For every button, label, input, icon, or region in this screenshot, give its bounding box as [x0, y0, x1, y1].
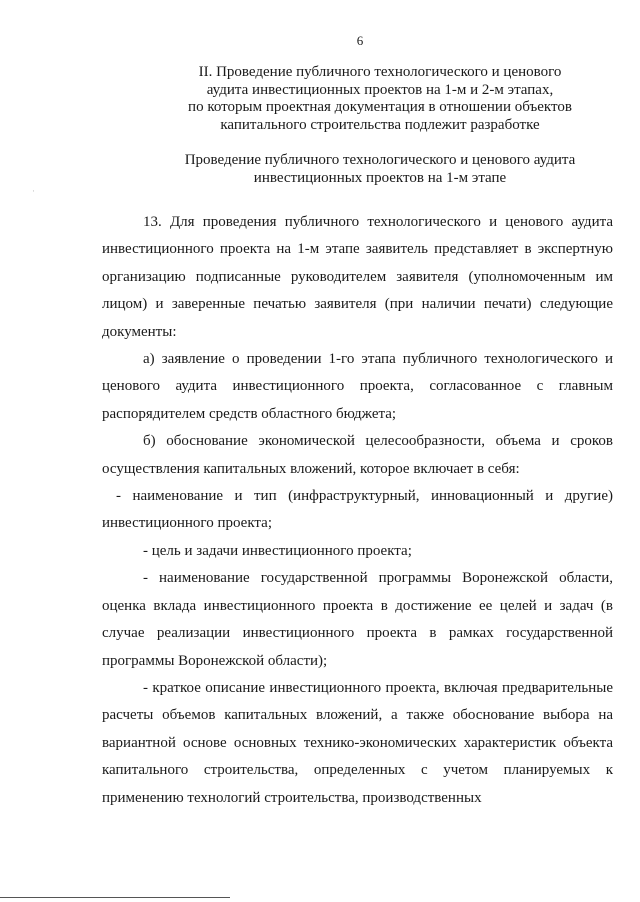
margin-mark: ·: [32, 186, 35, 196]
list-item-description: - краткое описание инвестиционного проекта, включая предварительные расчеты объемов капитальных вложений, а также обоснование выбора на вариантной основе основных технико-экономических характеристик объекта капитального строительства, определенных с учетом планируемых к применению технологий строительства, производственных: [102, 679, 613, 806]
paragraph-13: 13. Для проведения публичного технологического и ценового аудита инвестиционного проекта на 1-м этапе заявитель представляет в экспертную организацию подписанные руководителем заявителя (уполномоченным им лицом) и заверенные печатью заявителя (при наличии печати) следующие документы:: [102, 214, 613, 340]
section-heading-line: аудита инвестиционных проектов на 1-м и 2-м этапах,: [206, 81, 554, 98]
footer-rule: [0, 897, 230, 898]
list-item-program: - наименование государственной программы Воронежской области, оценка вклада инвестиционного проекта в достижение ее целей и задач (в случае реализации инвестиционного проекта в рамках государственной программы Воронежской области);: [102, 570, 613, 669]
paragraph-b: б) обоснование экономической целесообразности, объема и сроков осуществления капитальных вложений, которое включает в себя:: [102, 433, 613, 477]
paragraph-a: а) заявление о проведении 1-го этапа публичного технологического и ценового аудита инвестиционного проекта, согласованное с главным распорядителем средств областного бюджета;: [102, 351, 613, 422]
body-text: [102, 209, 613, 812]
sub-heading: [100, 151, 640, 187]
section-heading-line: капитального строительства подлежит разработке: [220, 116, 540, 133]
list-item-type: - наименование и тип (инфраструктурный, инновационный и другие) инвестиционного проекта;: [102, 488, 613, 532]
section-heading-line: II. Проведение публичного технологического и ценового: [198, 64, 562, 80]
list-item-goals: - цель и задачи инвестиционного проекта;: [143, 542, 412, 559]
section-heading-line: по которым проектная документация в отношении объектов: [188, 99, 572, 115]
sub-heading-line: Проведение публичного технологического и ценового аудита: [184, 152, 576, 168]
sub-heading-line: инвестиционных проектов на 1-м этапе: [253, 170, 507, 186]
page-number: 6: [356, 33, 364, 48]
section-heading: [100, 64, 640, 134]
